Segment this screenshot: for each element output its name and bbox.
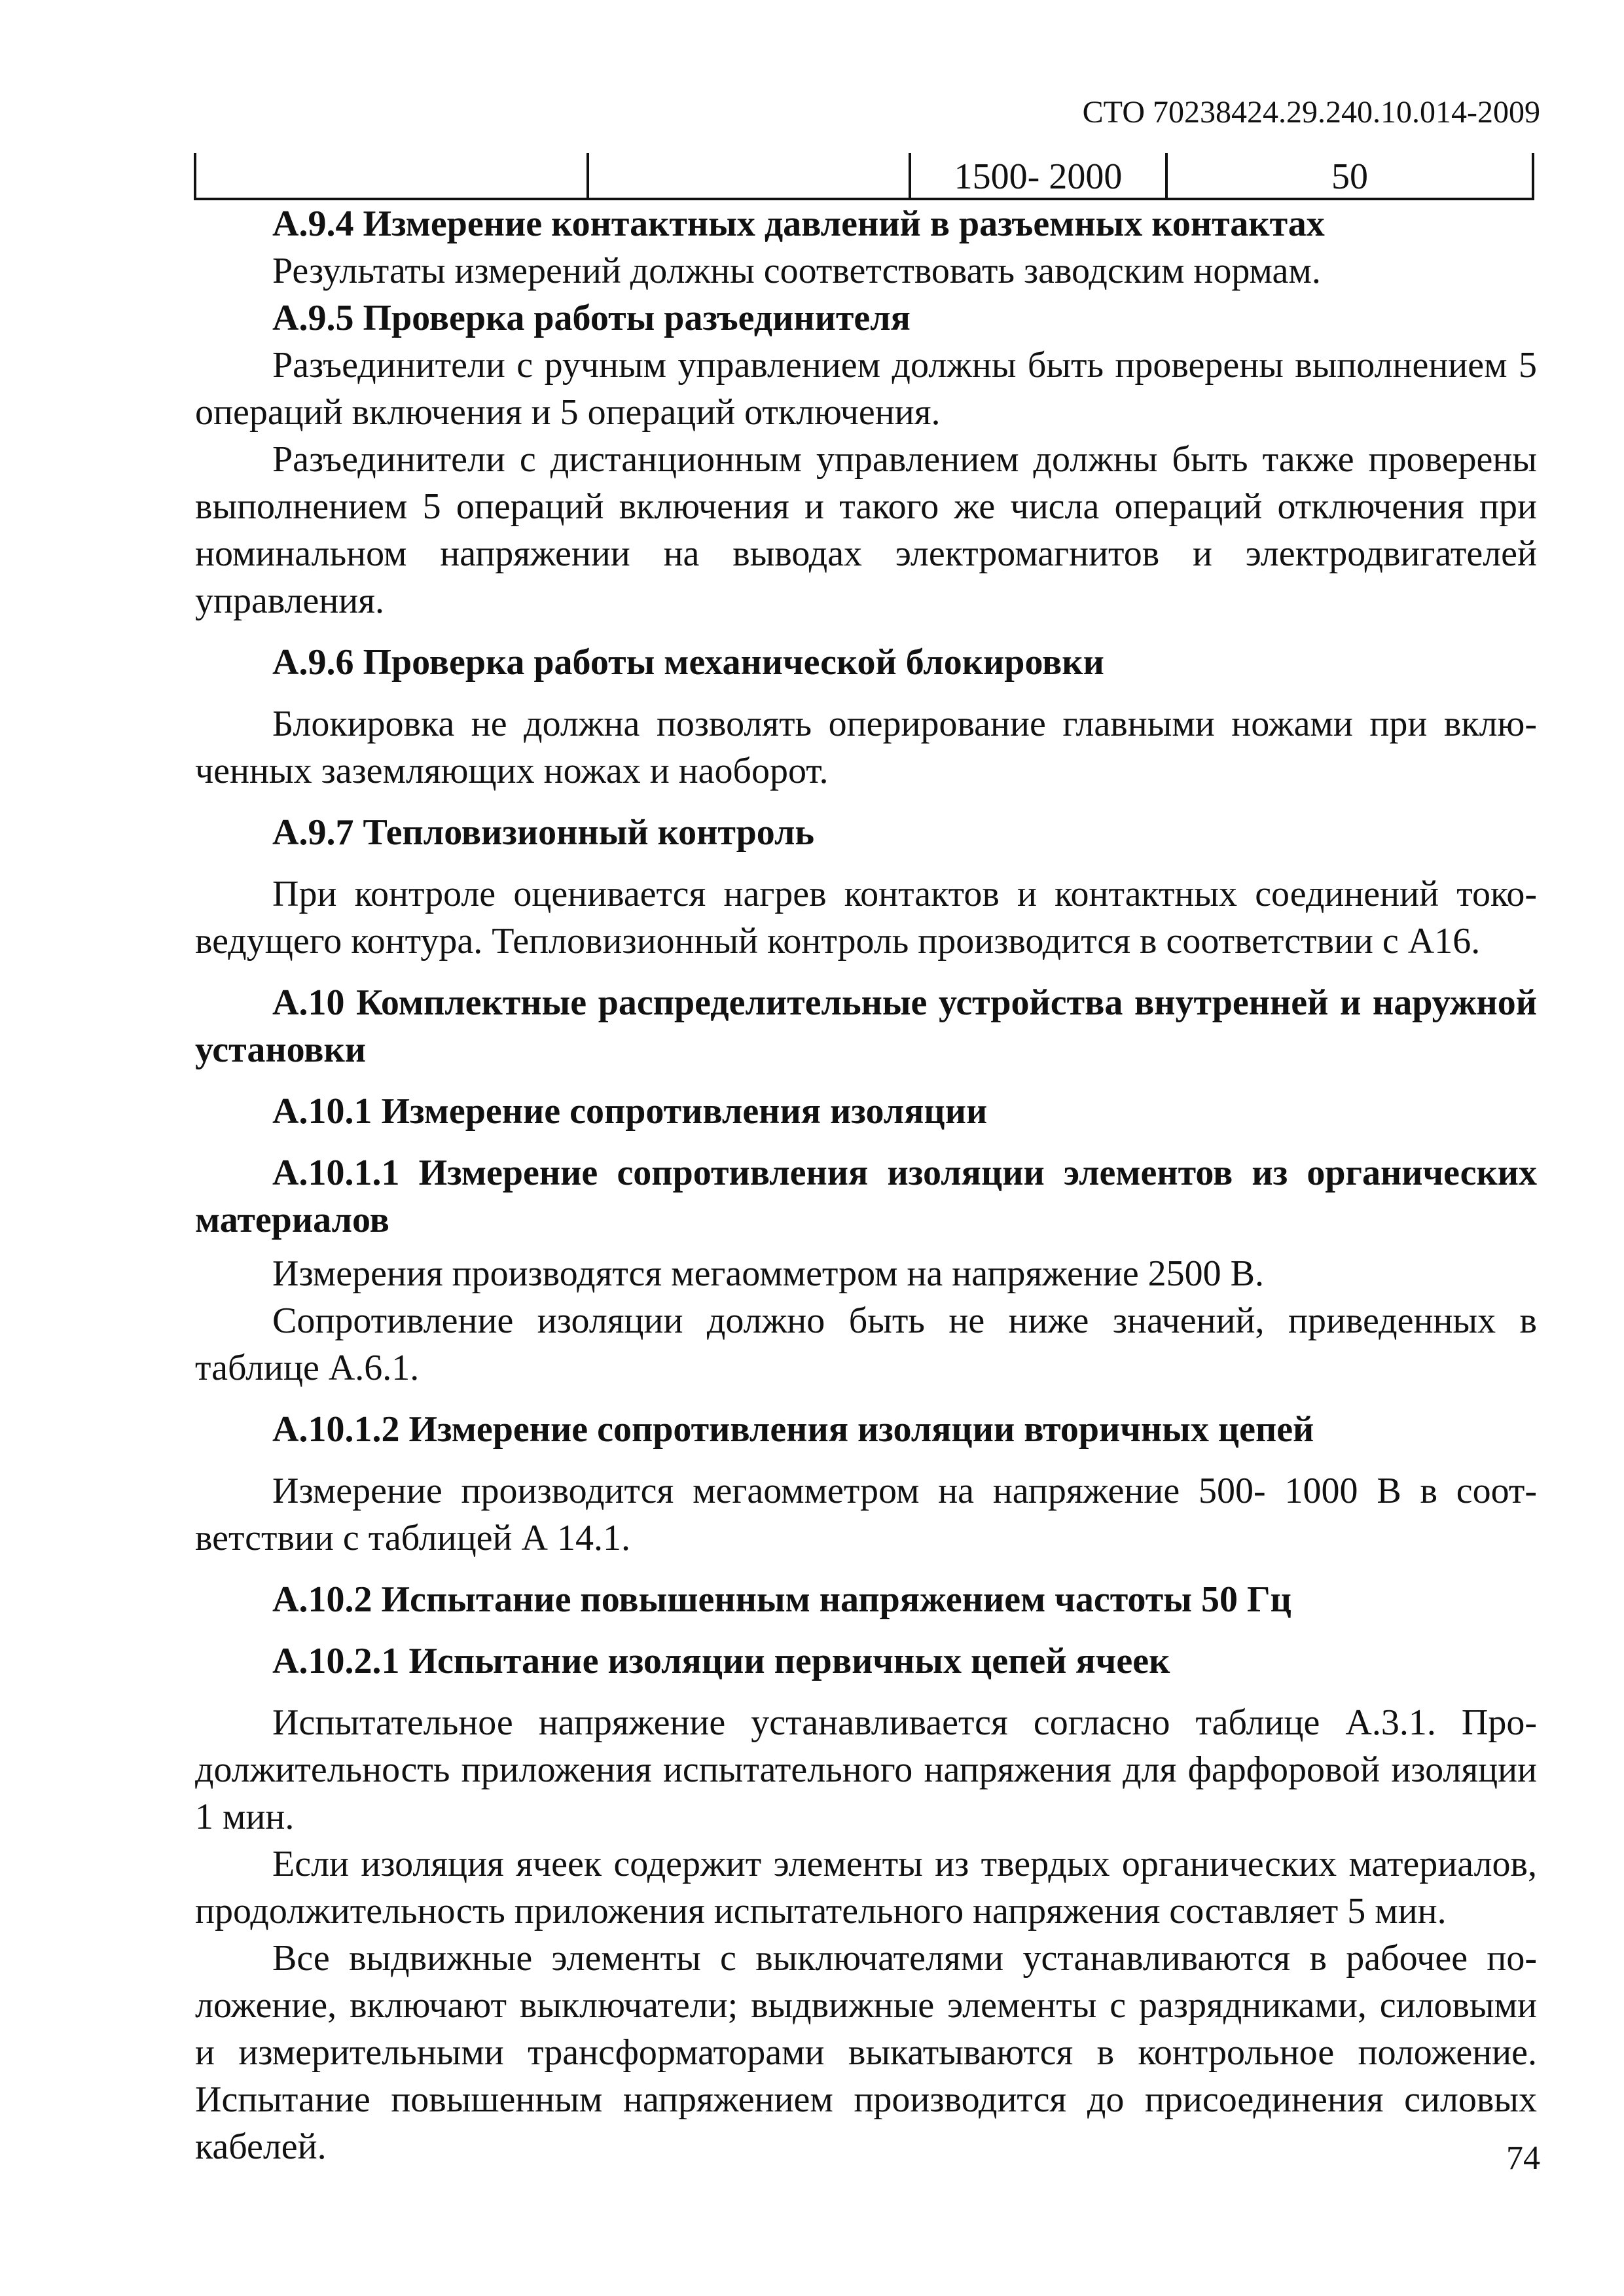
- paragraph: Если изоляция ячеек содержит элементы из твердых органических материалов, продолжительность приложения испытательного напряжения составляет 5 мин.: [195, 1844, 1537, 1931]
- table-cell: 50: [1331, 156, 1368, 197]
- section-heading: А.10.1.1 Измерение сопротивления изоляции элементов из органических материалов: [195, 1153, 1537, 1240]
- section-heading: А.9.5 Проверка работы разъединителя: [272, 298, 911, 338]
- paragraph: Измерение производится мегаомметром на напряжение 500- 1000 В в соответствии с таблицей А 14.1.: [195, 1471, 1537, 1558]
- section-heading: А.9.4 Измерение контактных давлений в разъемных контактах: [272, 204, 1325, 244]
- table-cell: 1500- 2000: [954, 156, 1123, 197]
- section-heading: А.9.6 Проверка работы механической блокировки: [272, 642, 1104, 683]
- document-body: [195, 200, 1537, 2170]
- table-border-col1: [586, 153, 589, 200]
- paragraph: Разъединители с дистанционным управлением должны быть также проверены выполнением 5 операций включения и такого же числа операций отключения при номинальном напряжении на выводах электромагнитов и электродвигателей управления.: [195, 439, 1537, 621]
- paragraph: При контроле оценивается нагрев контактов и контактных соединений токоведущего контура. Тепловизионный контроль производится в соответствии с А16.: [195, 874, 1537, 961]
- paragraph: Сопротивление изоляции должно быть не ниже значений, приведенных в таблице А.6.1.: [195, 1300, 1537, 1388]
- table-border-right: [1532, 153, 1534, 200]
- document-code: СТО 70238424.29.240.10.014-2009: [1082, 95, 1540, 130]
- section-heading: А.10 Комплектные распределительные устройства внутренней и наружной установки: [195, 982, 1537, 1070]
- section-heading: А.10.2.1 Испытание изоляции первичных цепей ячеек: [272, 1641, 1170, 1681]
- paragraph: Измерения производятся мегаомметром на напряжение 2500 В.: [272, 1253, 1265, 1294]
- table-continuation-row: [194, 153, 1534, 200]
- paragraph: Результаты измерений должны соответствовать заводским нормам.: [272, 251, 1321, 291]
- section-heading: А.10.1.2 Измерение сопротивления изоляции вторичных цепей: [272, 1409, 1314, 1450]
- paragraph: Испытательное напряжение устанавливается согласно таблице А.3.1. Продолжительность приложения испытательного напряжения для фарфоровой изоляции 1 мин.: [195, 1702, 1537, 1837]
- section-heading: А.10.1 Измерение сопротивления изоляции: [272, 1091, 988, 1132]
- paragraph: Разъединители с ручным управлением должны быть проверены выполнением 5 операций включения и 5 операций отключения.: [195, 345, 1537, 433]
- table-border-left: [194, 153, 196, 200]
- paragraph: Блокировка не должна позволять оперирование главными ножами при включенных заземляющих ножах и наоборот.: [195, 704, 1537, 791]
- paragraph: Все выдвижные элементы с выключателями устанавливаются в рабочее положение, включают выключатели; выдвижные элементы с разрядниками, силовыми и измерительными трансформаторами выкатываются в контрольное положение. Испытание повышенным напряжением производится до присоединения силовых кабелей.: [195, 1938, 1537, 2167]
- section-heading: А.10.2 Испытание повышенным напряжением частоты 50 Гц: [272, 1579, 1291, 1620]
- page-number: 74: [1506, 2140, 1540, 2177]
- section-heading: А.9.7 Тепловизионный контроль: [272, 812, 815, 853]
